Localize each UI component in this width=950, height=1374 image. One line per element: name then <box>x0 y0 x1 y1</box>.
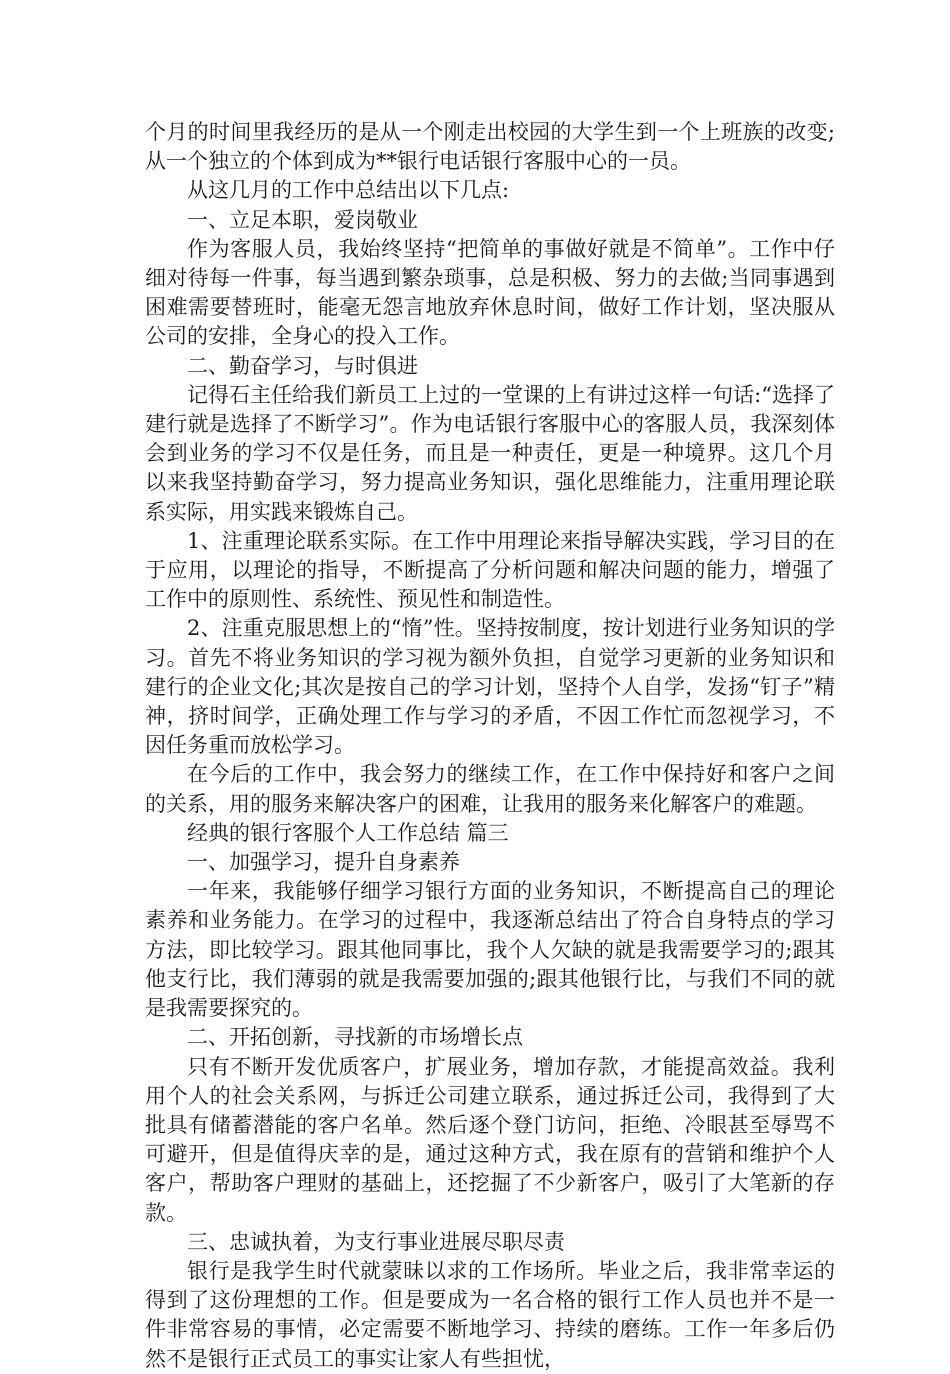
paragraph: 记得石主任给我们新员工上过的一堂课的上有讲过这样一句话:“选择了建行就是选择了不断学习”。作为电话银行客服中心的客服人员，我深刻体会到业务的学习不仅是任务，而且是一种责任，更是一种境界。这几个月以来我坚持勤奋学习，努力提高业务知识，强化思维能力，注重用理论联系实际，用实践来锻炼自己。 <box>145 382 835 524</box>
paragraph: 1、注重理论联系实际。在工作中用理论来指导解决实践，学习目的在于应用，以理论的指导，不断提高了分析问题和解决问题的能力，增强了工作中的原则性、系统性、预见性和制造性。 <box>145 528 835 612</box>
paragraph: 只有不断开发优质客户，扩展业务，增加存款，才能提高效益。我利用个人的社会关系网，与拆迁公司建立联系，通过拆迁公司，我得到了大批具有储蓄潜能的客户名单。然后逐个登门访问，拒绝、冷眼甚至辱骂不可避开，但是值得庆幸的是，通过这种方式，我在原有的营销和维护个人客户，帮助客户理财的基础上，还挖掘了不少新客户，吸引了大笔新的存款。 <box>145 1054 835 1225</box>
document-body <box>145 118 835 1374</box>
paragraph: 从这几月的工作中总结出以下几点: <box>187 178 510 203</box>
paragraph: 2、注重克服思想上的“惰”性。坚持按制度，按计划进行业务知识的学习。首先不将业务知识的学习视为额外负担，自觉学习更新的业务知识和建行的企业文化;其次是按自己的学习计划，坚持个人自学，发扬“钉子”精神，挤时间学，正确处理工作与学习的矛盾，不因工作忙而忽视学习，不因任务重而放松学习。 <box>145 616 835 758</box>
paragraph: 作为客服人员，我始终坚持“把简单的事做好就是不简单”。工作中仔细对待每一件事，每当遇到繁杂琐事，总是积极、努力的去做;当同事遇到困难需要替班时，能毫无怨言地放弃休息时间，做好工作计划，坚决服从公司的安排，全身心的投入工作。 <box>145 236 835 349</box>
section-heading: 一、立足本职，爱岗敬业 <box>187 207 418 232</box>
section-heading: 二、勤奋学习，与时俱进 <box>187 353 418 378</box>
paragraph: 银行是我学生时代就蒙昧以求的工作场所。毕业之后，我非常幸运的得到了这份理想的工作。但是要成为一名合格的银行工作人员也并不是一件非常容易的事情，必定需要不断地学习、持续的磨练。工作一年多后仍然不是银行正式员工的事实让家人有些担忧， <box>145 1258 835 1371</box>
article-title: 经典的银行客服个人工作总结 篇三 <box>187 820 509 845</box>
paragraph: 在今后的工作中，我会努力的继续工作，在工作中保持好和客户之间的关系，用的服务来解决客户的困难，让我用的服务来化解客户的难题。 <box>145 762 835 816</box>
paragraph: 个月的时间里我经历的是从一个刚走出校园的大学生到一个上班族的改变;从一个独立的个体到成为**银行电话银行客服中心的一员。 <box>145 120 835 174</box>
section-heading: 二、开拓创新，寻找新的市场增长点 <box>187 1025 523 1050</box>
section-heading: 一、加强学习，提升自身素养 <box>187 850 460 875</box>
paragraph: 一年来，我能够仔细学习银行方面的业务知识，不断提高自己的理论素养和业务能力。在学习的过程中，我逐渐总结出了符合自身特点的学习方法，即比较学习。跟其他同事比，我个人欠缺的就是我需要学习的;跟其他支行比，我们薄弱的就是我需要加强的;跟其他银行比，与我们不同的就是我需要探究的。 <box>145 879 835 1021</box>
section-heading: 三、忠诚执着，为支行事业进展尽职尽责 <box>187 1229 565 1254</box>
